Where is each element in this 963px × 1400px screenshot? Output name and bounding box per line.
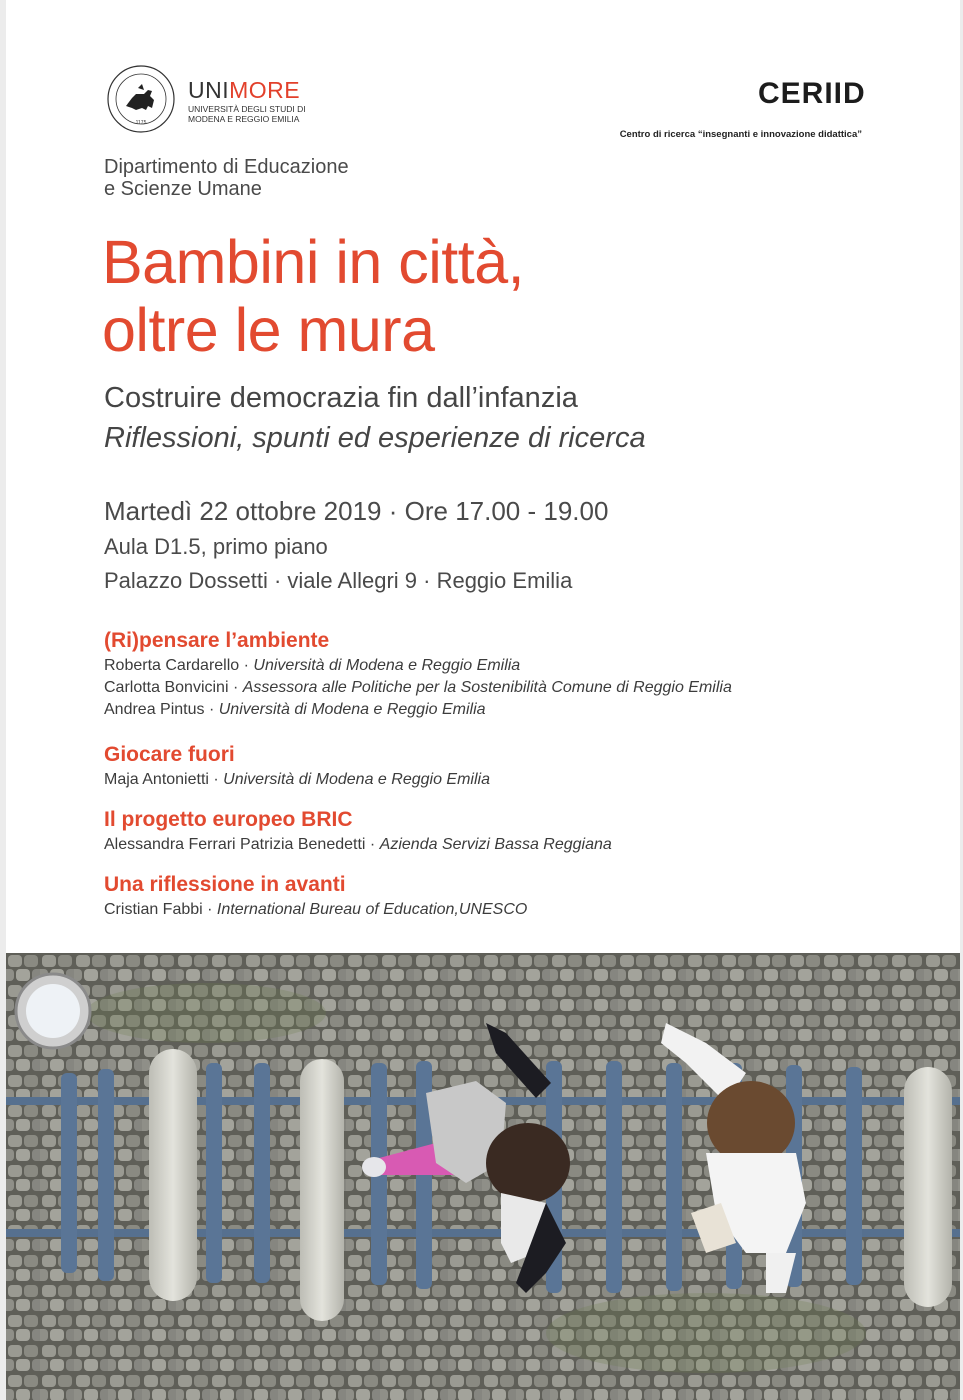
event-venue: Palazzo Dossetti · viale Allegri 9 · Reggio Emilia xyxy=(104,568,573,593)
speaker-line: Carlotta Bonvicini · Assessora alle Politiche per la Sostenibilità Comune di Reggio Emilia xyxy=(104,679,732,696)
program-section xyxy=(104,741,924,791)
event-room: Aula D1.5, primo piano xyxy=(104,534,328,559)
poster-subtitle: Costruire democrazia fin dall’infanzia Riflessioni, spunti ed esperienze di ricerca xyxy=(104,382,646,454)
speaker-line: Cristian Fabbi · International Bureau of Education,UNESCO xyxy=(104,901,528,918)
section-title: Giocare fuori xyxy=(104,743,235,766)
children-bench-photo xyxy=(6,953,960,1400)
speaker-line: Andrea Pintus · Università di Modena e Reggio Emilia xyxy=(104,701,486,718)
poster-title: Bambini in città, oltre le mura xyxy=(102,228,525,364)
speaker-line: Alessandra Ferrari Patrizia Benedetti · Azienda Servizi Bassa Reggiana xyxy=(104,836,612,853)
ceriid-subtitle: Centro di ricerca “insegnanti e innovazione didattica” xyxy=(619,129,862,140)
department-name: Dipartimento di Educazione e Scienze Umane xyxy=(104,156,349,200)
section-title: Una riflessione in avanti xyxy=(104,873,346,896)
ceriid-wordmark: CERIID xyxy=(758,77,866,110)
unimore-seal-logo xyxy=(106,64,176,134)
event-datetime: Martedì 22 ottobre 2019 · Ore 17.00 - 19.00 xyxy=(104,496,609,526)
unimore-subtitle: UNIVERSITÀ DEGLI STUDI DI MODENA E REGGIO EMILIA xyxy=(188,104,306,124)
unimore-wordmark: UNIMORE xyxy=(188,77,301,103)
section-title: Il progetto europeo BRIC xyxy=(104,808,353,831)
section-title: (Ri)pensare l’ambiente xyxy=(104,629,330,652)
speaker-line: Roberta Cardarello · Università di Modena e Reggio Emilia xyxy=(104,657,521,674)
program-section xyxy=(104,627,924,721)
program-section xyxy=(104,806,924,856)
speaker-line: Maja Antonietti · Università di Modena e Reggio Emilia xyxy=(104,771,490,788)
svg-text:1175: 1175 xyxy=(135,120,147,126)
poster-page xyxy=(6,0,960,1400)
program-section xyxy=(104,871,924,921)
